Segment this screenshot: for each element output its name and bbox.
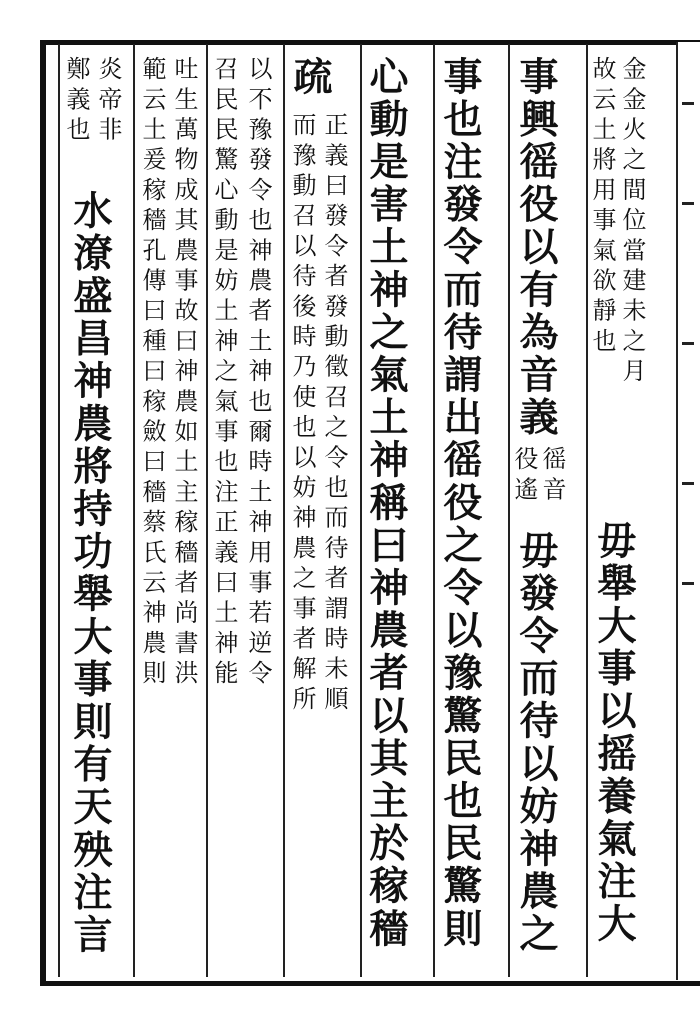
edge-mark [682, 342, 694, 345]
column-rule [206, 44, 208, 977]
text-column-large: 毋舉大事以摇養氣注大 [591, 520, 637, 946]
column-rule [133, 44, 135, 977]
text-column-small: 範云土爰稼穡孔傳曰種曰稼斂曰穡蔡氏云神農則 [138, 56, 166, 691]
edge-mark [682, 582, 694, 585]
text-column-large: 事興徭役以有為音義 [513, 56, 559, 440]
text-column-large: 毋發令而待以妨神農之 [513, 530, 559, 956]
column-rule [58, 44, 60, 977]
text-column-small: 吐生萬物成其農事故曰神農如土主稼穡者尚書洪 [170, 56, 198, 691]
text-column-large: 疏 [287, 56, 333, 99]
edge-mark [682, 102, 694, 105]
edge-mark [682, 202, 694, 205]
text-column-small: 金金火之間位當建未之月 [618, 56, 646, 389]
text-column-large: 事也注發令而待謂出徭役之令以豫驚民也民驚則 [437, 56, 483, 951]
text-column-small: 以不豫發令也神農者土神也爾時土神用事若逆令 [244, 56, 272, 691]
edge-mark [682, 482, 694, 485]
page-edge [676, 42, 700, 980]
text-column-small: 而豫動召以待後時乃使也以妨神農之事者解所 [288, 112, 316, 716]
text-column-small: 故云土將用事氣欲靜也 [588, 56, 616, 358]
text-column-small: 炎帝非 [94, 56, 122, 147]
text-column-small: 徭音 [538, 446, 566, 507]
column-rule [433, 44, 435, 977]
text-column-large: 心動是害土神之氣土神稱曰神農者以其主於稼穡 [363, 56, 409, 951]
column-rule [360, 44, 362, 977]
text-column-small: 召民民驚心動是妨土神之氣事也注正義曰土神能 [210, 56, 238, 691]
column-rule [508, 44, 510, 977]
text-column-large: 水潦盛昌神農將持功舉大事則有天殃注言 [67, 190, 113, 957]
text-column-small: 役遙 [510, 446, 538, 507]
text-column-small: 正義曰發令者發動徵召之令也而待者謂時未順 [320, 112, 348, 716]
column-rule [283, 44, 285, 977]
text-column-small: 鄭義也 [62, 56, 90, 147]
